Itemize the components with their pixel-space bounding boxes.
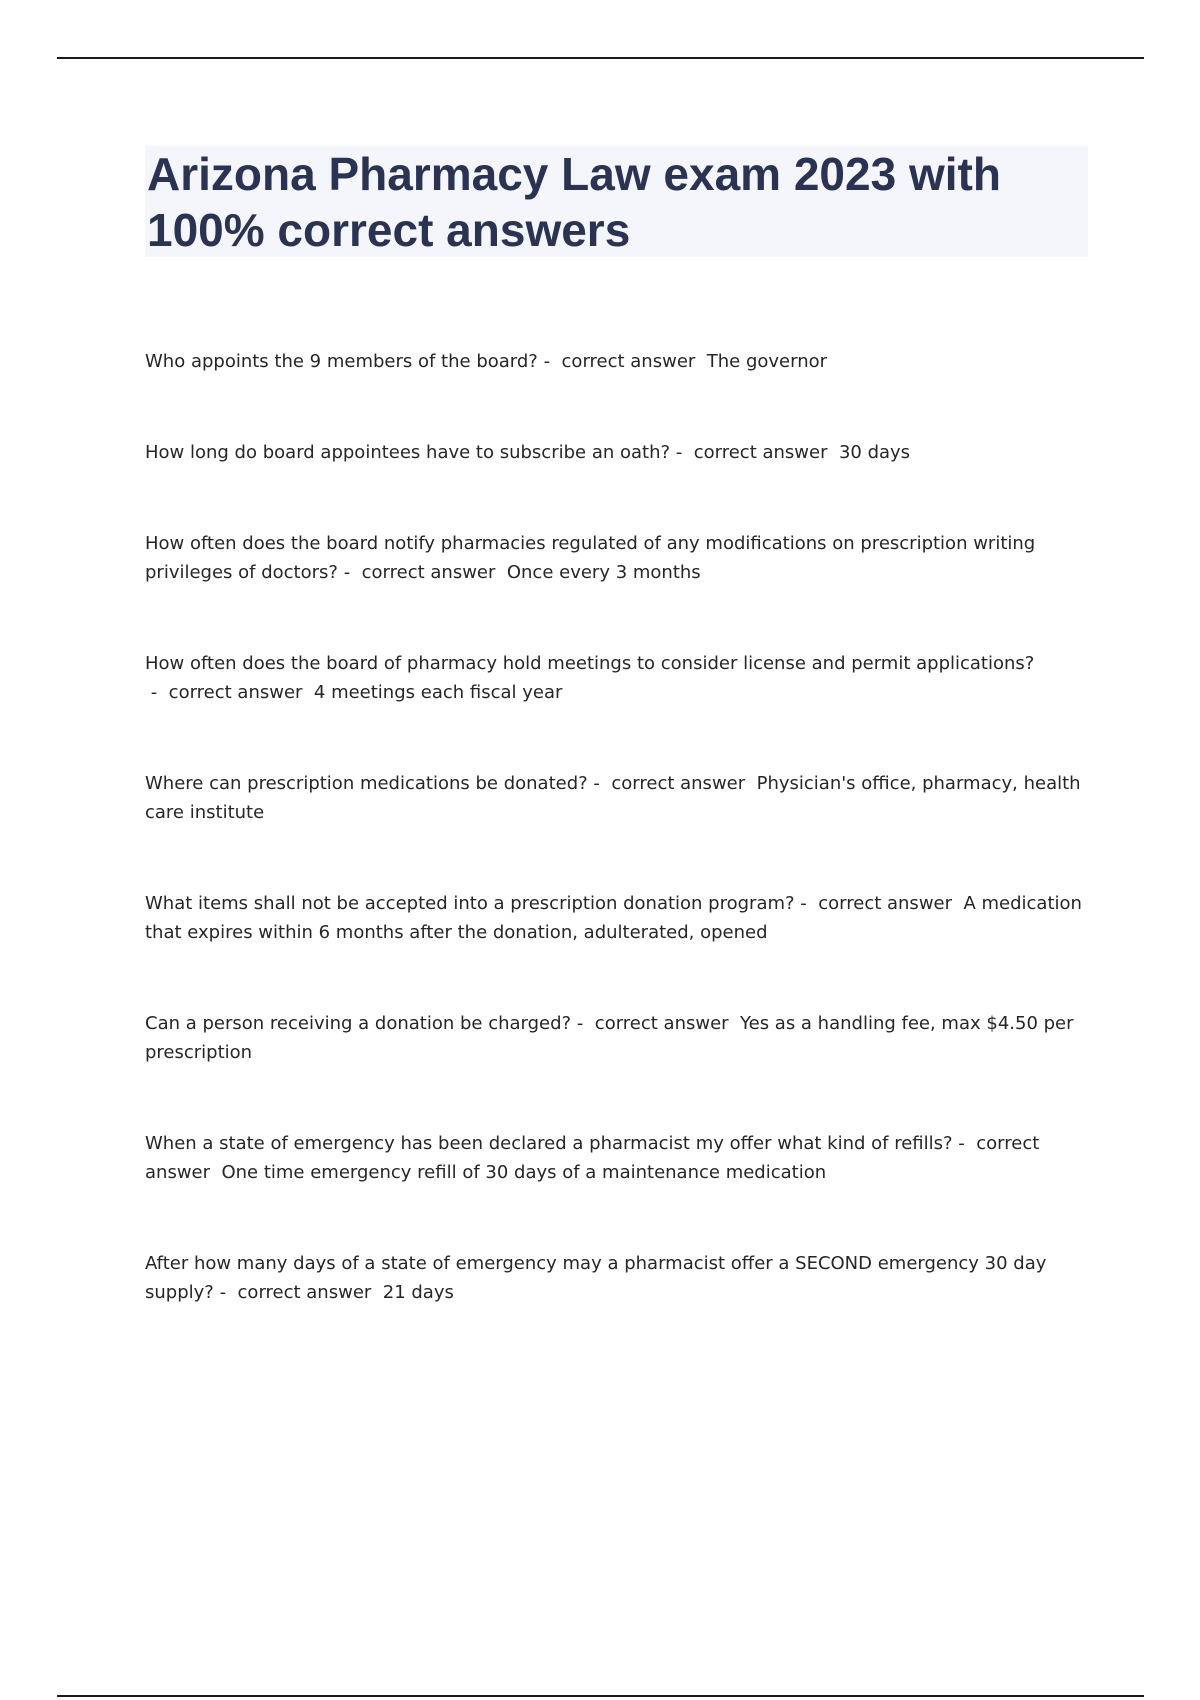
question-text: What items shall not be accepted into a prescription donation program? [145, 893, 795, 914]
separator: - [794, 893, 819, 914]
qa-item [145, 347, 1090, 376]
title-highlight [145, 146, 1088, 257]
answer-gap [827, 442, 838, 463]
answer-gap [729, 1013, 740, 1034]
separator: - [670, 442, 694, 463]
answer-text: 21 days [382, 1282, 454, 1303]
answer-text: Yes as a handling fee, max $4.50 per prescription [145, 1013, 1074, 1063]
separator: - [952, 1133, 977, 1154]
answer-label: correct answer [237, 1282, 372, 1303]
answer-label: correct answer [594, 1013, 729, 1034]
question-text: How often does the board notify pharmacies regulated of any modifications on prescription writing privileges of doctors? [145, 533, 1036, 583]
separator: - [213, 1282, 238, 1303]
answer-text: One time emergency refill of 30 days of a maintenance medication [221, 1162, 827, 1183]
answer-label: correct answer [145, 1133, 1040, 1183]
qa-item [145, 1249, 1090, 1307]
answer-gap [695, 351, 706, 372]
top-rule [57, 57, 1144, 59]
qa-item [145, 889, 1090, 947]
question-text: Can a person receiving a donation be charged? [145, 1013, 572, 1034]
answer-label: correct answer [361, 562, 496, 583]
answer-gap [302, 682, 313, 703]
answer-text: 4 meetings each fiscal year [313, 682, 563, 703]
answer-gap [495, 562, 506, 583]
answer-text: The governor [706, 351, 828, 372]
qa-item [145, 529, 1090, 587]
question-text: Where can prescription medications be donated? [145, 773, 588, 794]
answer-text: A medication that expires within 6 months after the donation, adulterated, opened [145, 893, 1082, 943]
separator: - [537, 351, 562, 372]
answer-text: Once every 3 months [506, 562, 701, 583]
question-text: How long do board appointees have to subscribe an oath? [145, 442, 671, 463]
answer-label: correct answer [818, 893, 953, 914]
answer-label: correct answer [561, 351, 696, 372]
question-text: How often does the board of pharmacy hold meetings to consider license and permit applications? [145, 653, 1035, 674]
answer-text: 30 days [838, 442, 911, 463]
answer-gap [210, 1162, 221, 1183]
answer-text: Physician's office, pharmacy, health care institute [145, 773, 1081, 823]
qa-item [145, 438, 1090, 467]
answer-gap [952, 893, 963, 914]
question-text: When a state of emergency has been declared a pharmacist my offer what kind of refills? [145, 1133, 953, 1154]
answer-gap [371, 1282, 382, 1303]
answer-label: correct answer [611, 773, 746, 794]
answer-label: correct answer [168, 682, 303, 703]
question-text: Who appoints the 9 members of the board? [145, 351, 538, 372]
bottom-rule [57, 1695, 1144, 1697]
separator: - [145, 682, 169, 703]
qa-item [145, 1009, 1090, 1067]
answer-label: correct answer [693, 442, 828, 463]
question-text: After how many days of a state of emergency may a pharmacist offer a SECOND emergency 30 day supply? [145, 1253, 1047, 1303]
separator: - [571, 1013, 595, 1034]
separator: - [587, 773, 612, 794]
qa-item [145, 649, 1090, 707]
separator: - [337, 562, 362, 583]
document-title: Arizona Pharmacy Law exam 2023 with 100% correct answers [147, 148, 1001, 256]
answer-gap [745, 773, 756, 794]
qa-item [145, 769, 1090, 827]
qa-item [145, 1129, 1090, 1187]
